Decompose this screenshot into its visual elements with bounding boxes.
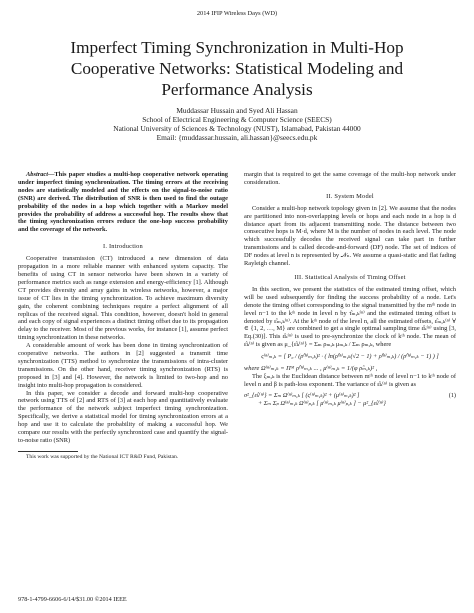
abstract-label: Abstract xyxy=(26,171,49,178)
affiliation-line-1: School of Electrical Engineering & Computer Science (SEECS) xyxy=(142,115,332,125)
author-email: Email: {muddassar.hussain, ali.hassan}@seecs.edu.pk xyxy=(156,133,318,143)
equation-sigma: ς⁽ⁿ⁾ₘ,ₖ = [ P₀ / (ρ̂⁽ⁿ⁾ₘ,ₖ)² · ( ln(ρ̂⁽ⁿ⁾ₘ,ₖ(√2 − 1) + ρ̂⁽ⁿ⁾ₘ,ₖ) / (ρ̂⁽ⁿ⁾ₘ,ₖ − 1) ) ] xyxy=(261,353,439,361)
abstract xyxy=(18,171,228,234)
equation-where: where Ω⁽ⁿ⁾ₘ,ₖ = Πᴹ ρ̂⁽ⁿ⁾ₘ,ₖ ... , μ⁽ⁿ⁾ₘ,ₖ = 1/(φ ρ̂ₘ,ₖ)² , xyxy=(244,364,378,372)
right-paragraph-continuation: margin that is required to get the same coverage of the multi-hop network under consideration. xyxy=(244,171,456,186)
author-block xyxy=(0,106,474,142)
intro-paragraph-1: Cooperative transmission (CT) introduced a new dimension of data propagation in a more reliable manner with enhanced system capacity. The benefits of using CT in sensor networks have been shown in a variety of performance metrics such as range extension and energy-efficiency [1]. Although CT provides diversity and array gains in wireless networks, however, a major issue of CT lies in the timing synchronization. To achieve maximum diversity gain, the coherent combining techniques require a perfect alignment of all replicas of the received signal. This condition, however, doesn't hold in general and each copy of signal experiences a distinct timing offset due to its propagation delay to the receiver. Most of the previous works, for instance [1], assume perfect timing synchronization in these networks. xyxy=(18,255,228,342)
paper-title xyxy=(0,37,474,100)
conference-header: 2014 IFIP Wireless Days (WD) xyxy=(196,10,278,17)
author-names: Muddassar Hussain and Syed Ali Hassan xyxy=(176,106,298,115)
equation-variance-row-1 xyxy=(244,392,456,400)
right-column xyxy=(244,171,456,412)
equation-variance-line-2: + Σₘ Σₚ Ω⁽ⁿ⁾ₘ,ₖ Ω⁽ⁿ⁾ₚ,ₖ [ μ⁽ⁿ⁾ₘ,ₖ μ⁽ⁿ⁾ₚ,ₖ ] − μ²_{ε̂ₖ⁽ⁿ⁾} xyxy=(258,400,386,408)
title-line-3: Performance Analysis xyxy=(161,80,313,99)
copyright-footer: 978-1-4799-6606-6/14/$31.00 ©2014 IEEE xyxy=(18,596,127,603)
intro-paragraph-2: A considerable amount of work has been done in timing synchronization of cooperative networks. The authors in [2] suggested a transmit time synchronization (TTS) method to synchronize the transmissions of intra-cluster transmissions. On the other hand, receiver timing synchronization (RTS) is proposed in [3] and [4]. However, the network is limited to two-hop and no insight into multi-hop propagation is considered. xyxy=(18,342,228,389)
equation-variance-row-2 xyxy=(244,400,456,408)
equation-variance-line-1: σ²_{ε̂ₖ⁽ⁿ⁾} = Σₘ Ω⁽ⁿ⁾ₘ,ₖ [ (ς⁽ⁿ⁾ₘ,ₖ)² + (μ⁽ⁿ⁾ₘ,ₖ)² ] xyxy=(244,392,360,400)
section-heading-system-model: II. System Model xyxy=(326,192,374,200)
section-heading-statistical-analysis: III. Statistical Analysis of Timing Offset xyxy=(294,273,406,281)
footnote-area xyxy=(18,451,228,461)
stat-paragraph-2: The ξₘ,ₖ is the Euclidean distance between mᵗʰ node of level n−1 to kᵗʰ node of level n and β is path-loss exponent. The variance of ε̂ₖ⁽ⁿ⁾ is given as xyxy=(244,372,456,388)
stat-paragraph-1: In this section, we present the statistics of the estimated timing offset, which will be used subsequently for finding the success probability of a node. Let's denote the timing offset corresponding to the signal transmitted by the mᵗʰ node in level n−1 to the kᵗʰ node in level n by τ̂ₘ,ₖ⁽ⁿ⁾ and the estimated timing offset is denoted by ε̂ₘ,ₖ⁽ⁿ⁾. At the kᵗʰ node of the level n, all the estimated offsets, ε̂ₘ,ₖ⁽ⁿ⁾ ∀ ∈ {1, 2, …, M} are combined to get a single optimal sampling time ε̂ₖ⁽ⁿ⁾ using [3, Eq.(30)]. This ε̂ₖ⁽ⁿ⁾ is used to pre-synchronize the clock of kᵗʰ node. The mean of ε̂ₖ⁽ⁿ⁾ is given as μ_{ε̂ₖ⁽ⁿ⁾} = Σₘ ρₘ,ₖ μₘ,ₖ / Σₘ ρₘ,ₖ, where xyxy=(244,285,456,349)
footnote-text: This work was supported by the National ICT R&D Fund, Pakistan. xyxy=(26,453,179,460)
left-column xyxy=(18,171,228,461)
abstract-text: —This paper studies a multi-hop cooperative network operating under imperfect timing synchronization. The timing errors at the receiving nodes are statistically modeled and the effects on the signal-to-noise ratio (SNR) are derived. The distribution of SNR is then used to find the outage probability of the nodes in a hop which together with a Markov model provides the probability of address a successful hop. The results show that the timing synchronization errors reduce the one-hop success probability and the coverage of the network. xyxy=(18,171,228,234)
intro-paragraph-3: In this paper, we consider a decode and forward multi-hop cooperative network using TTS of [2] and RTS of [3] at each hop and quantitatively evaluate the performance of the network subject imperfect timing synchronization. Specifically, we derive a statistical model for timing synchronization errors at a hop and use it to calculate the probability of making a successful hop. We compare our results with the perfectly synchronized case and quantify the signal-to-noise ratio (SNR) xyxy=(18,389,228,444)
footnote-rule xyxy=(18,451,78,452)
equation-variance xyxy=(244,392,456,407)
system-paragraph-1: Consider a multi-hop network topology given in [2]. We assume that the nodes are partitioned into non-overlapping levels or hops and each node in a hop is d distance apart from its adjacent transmitting node. The distance between two consecutive hops is M·d, where M is the number of nodes in each level. The node which successfully decodes the received signal can take part in further transmissions and is called decode-and-forward (DF) node. The set of indices of DF nodes at level n is represented by 𝒩ₙ. We assume a quasi-static and flat fading Rayleigh channel. xyxy=(244,204,456,268)
affiliation-line-2: National University of Sciences & Technology (NUST), Islamabad, Pakistan 44000 xyxy=(113,124,361,134)
title-line-1: Imperfect Timing Synchronization in Multi-Hop xyxy=(70,38,404,57)
title-line-2: Cooperative Networks: Statistical Modeling and xyxy=(70,59,404,78)
section-heading-introduction: I. Introduction xyxy=(103,243,143,251)
equation-number: (1) xyxy=(448,392,456,400)
